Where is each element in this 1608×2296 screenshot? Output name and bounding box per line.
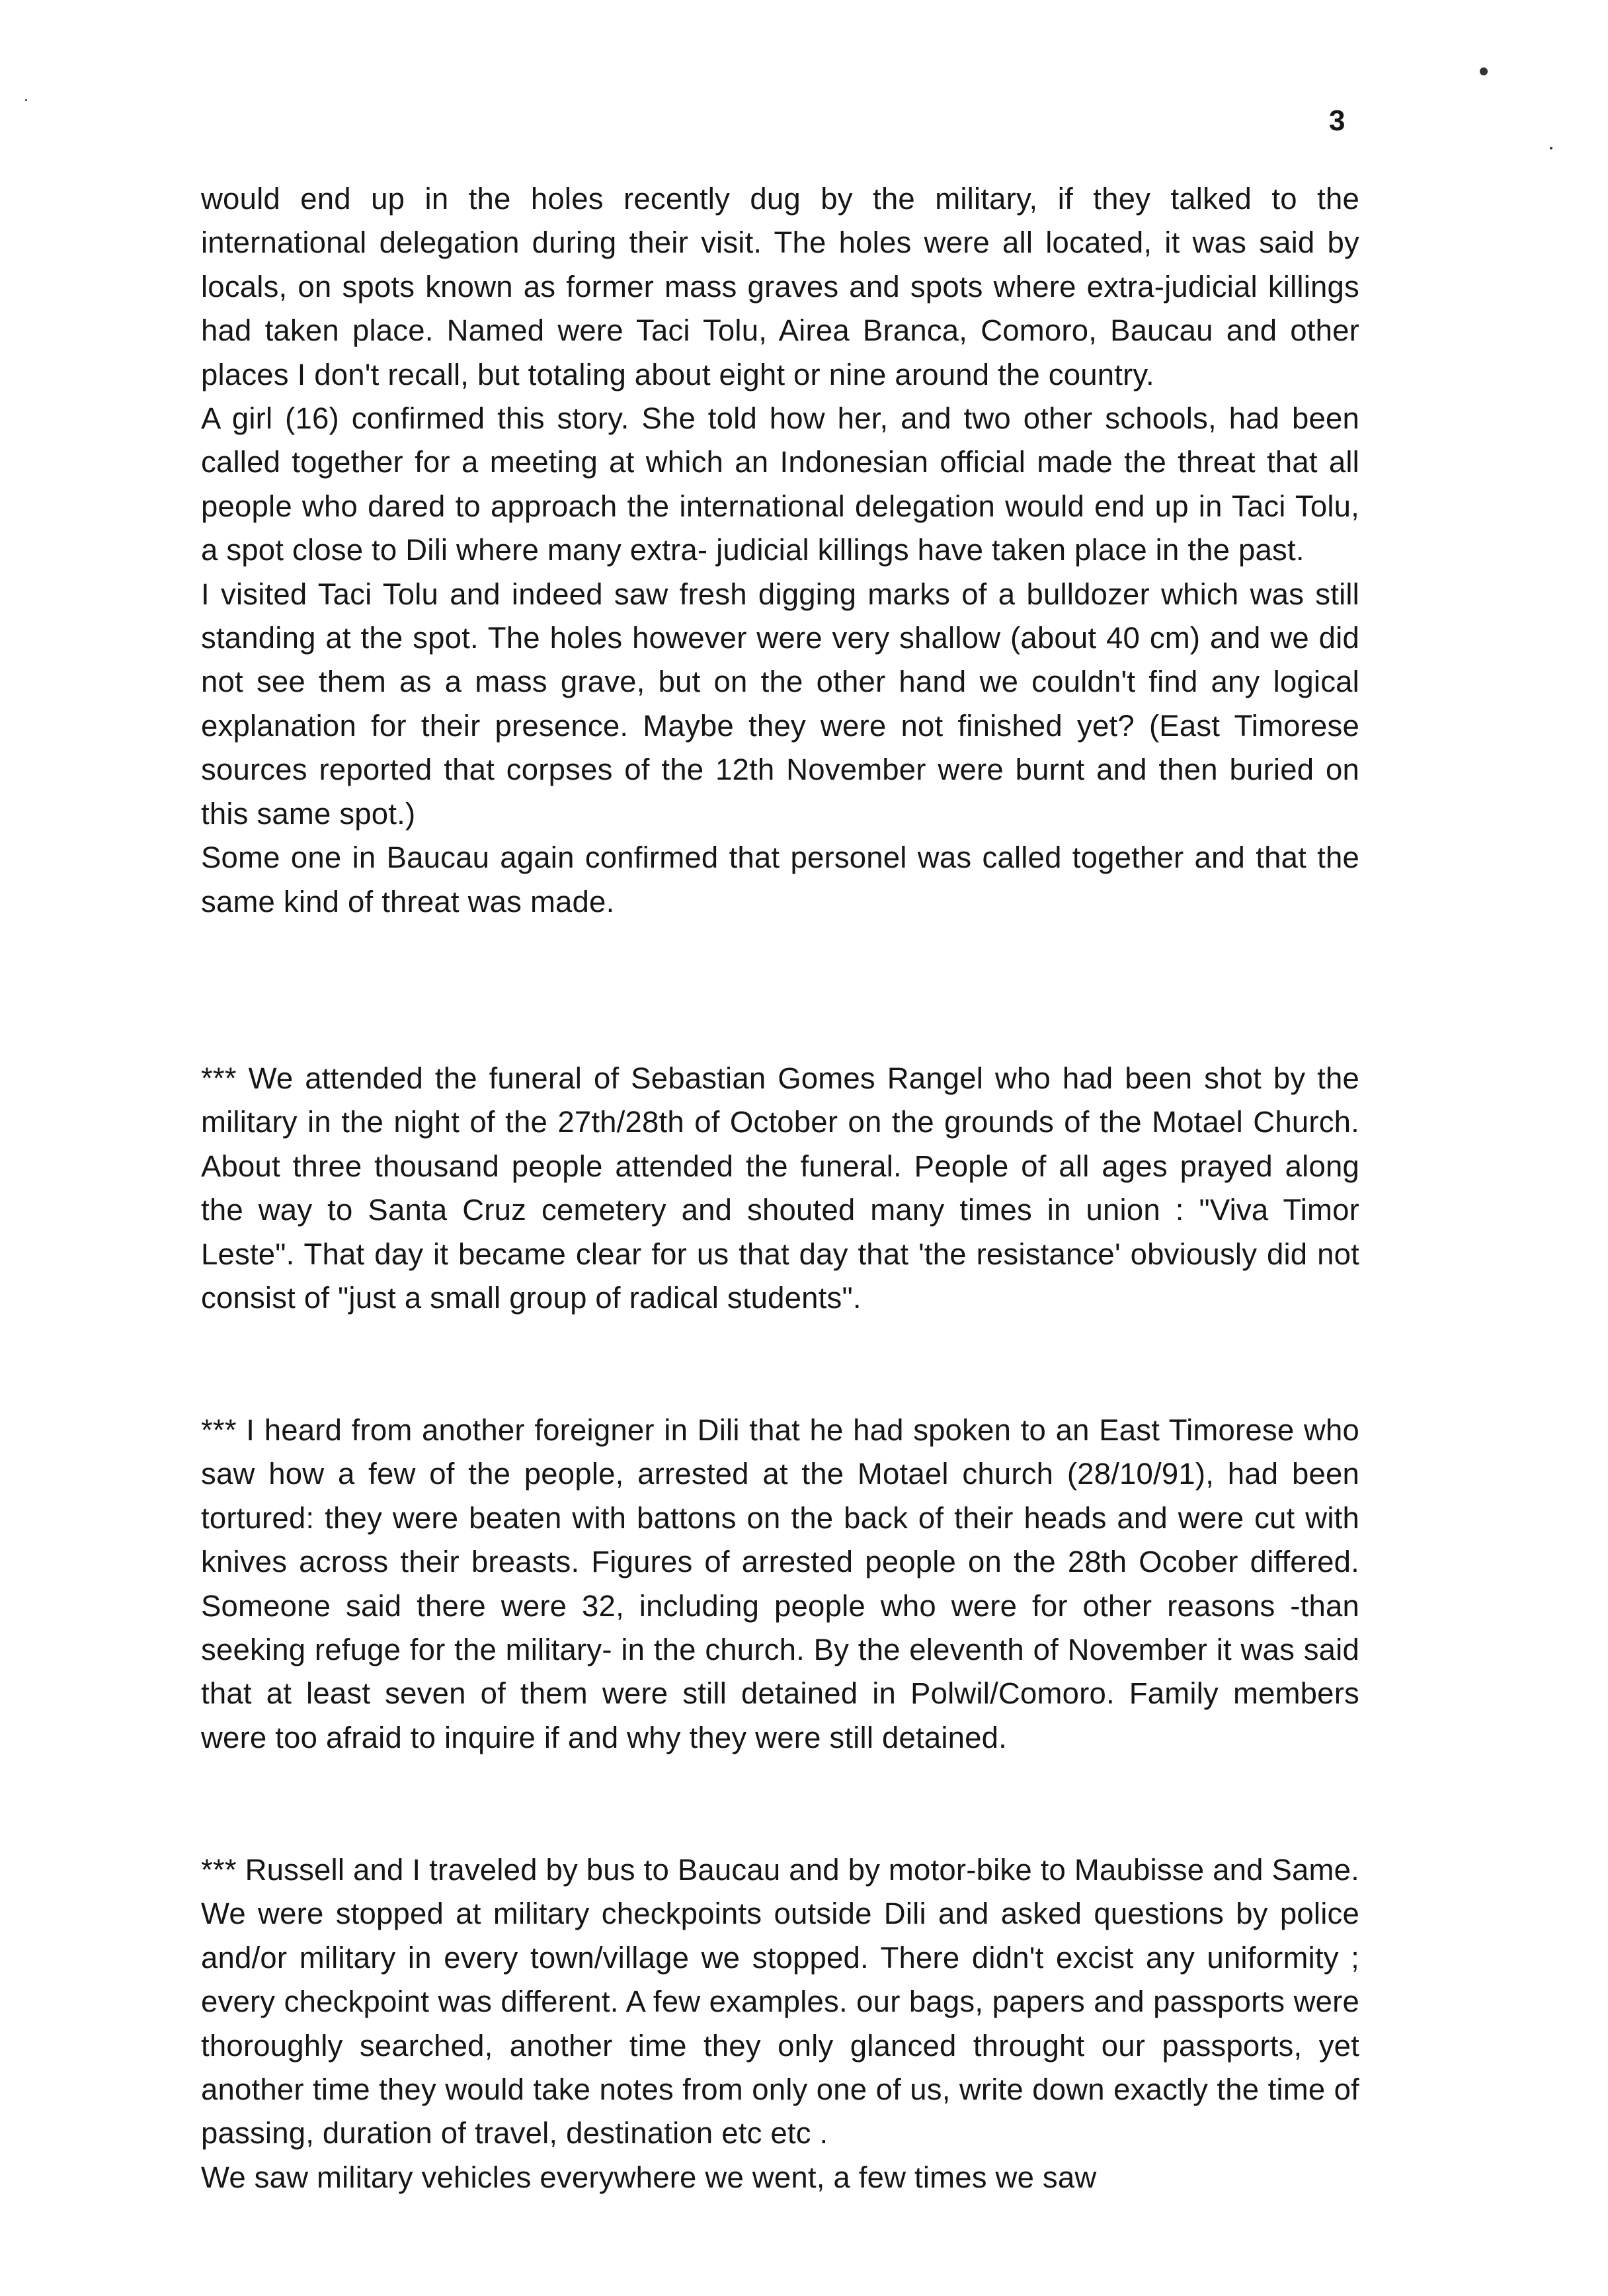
paragraph: A girl (16) confirmed this story. She told how her, and two other schools, had been called together for a meeting at which an Indonesian official made the threat that all people who dared to approach the international delegation would end up in Taci Tolu, a spot close to Dili where many extra- judicial killings have taken place in the past. — [201, 401, 1359, 567]
scan-speck — [1550, 147, 1552, 149]
scan-speck — [1480, 67, 1488, 75]
section-block — [201, 1409, 1359, 1760]
section-block — [201, 1057, 1359, 1320]
paragraph: *** We attended the funeral of Sebastian Gomes Rangel who had been shot by the military in the night of the 27th/28th of October on the grounds of the Motael Church. About three thousand people attended the funeral. People of all ages prayed along the way to Santa Cruz cemetery and shouted many times in union : "Viva Timor Leste". That day it became clear for us that day that 'the resistance' obviously did not consist of "just a small group of radical students". — [201, 1061, 1359, 1315]
scan-speck — [25, 99, 27, 101]
paragraph: We saw military vehicles everywhere we went, a few times we saw — [201, 2160, 1097, 2194]
paragraph: I visited Taci Tolu and indeed saw fresh digging marks of a bulldozer which was still standing at the spot. The holes however were very shallow (about 40 cm) and we did not see them as a mass grave, but on the other hand we couldn't find any logical explanation for their presence. Maybe they were not finished yet? (East Timorese sources reported that corpses of the 12th November were burnt and then buried on this same spot.) — [201, 577, 1359, 831]
paragraph: Some one in Baucau again confirmed that personel was called together and that the same kind of threat was made. — [201, 840, 1359, 919]
paragraph: *** Russell and I traveled by bus to Baucau and by motor-bike to Maubisse and Same. We were stopped at military checkpoints outside Dili and asked questions by police and/or military in every town/village we stopped. There didn't excist any uniformity ; every checkpoint was different. A few examples. our bags, papers and passports were thoroughly searched, another time they only glanced throught our passports, yet another time they would take notes from only one of us, write down exactly the time of passing, duration of travel, destination etc etc . — [201, 1853, 1359, 2151]
paragraph: *** I heard from another foreigner in Dili that he had spoken to an East Timorese who saw how a few of the people, arrested at the Motael church (28/10/91), had been tortured: they were beaten with battons on the back of their heads and were cut with knives across their breasts. Figures of arrested people on the 28th Ocober differed. Someone said there were 32, including people who were for other reasons -than seeking refuge for the military- in the church. By the eleventh of November it was said that at least seven of them were still detained in Polwil/Comoro. Family members were too afraid to inquire if and why they were still detained. — [201, 1413, 1359, 1754]
section-block — [201, 1848, 1359, 2199]
page-number: 3 — [1329, 104, 1346, 137]
paragraph: would end up in the holes recently dug by the military, if they talked to the international delegation during their visit. The holes were all located, it was said by locals, on spots known as former mass graves and spots where extra-judicial killings had taken place. Named were Taci Tolu, Airea Branca, Comoro, Baucau and other places I don't recall, but totaling about eight or nine around the country. — [201, 182, 1359, 391]
section-block — [201, 177, 1359, 924]
